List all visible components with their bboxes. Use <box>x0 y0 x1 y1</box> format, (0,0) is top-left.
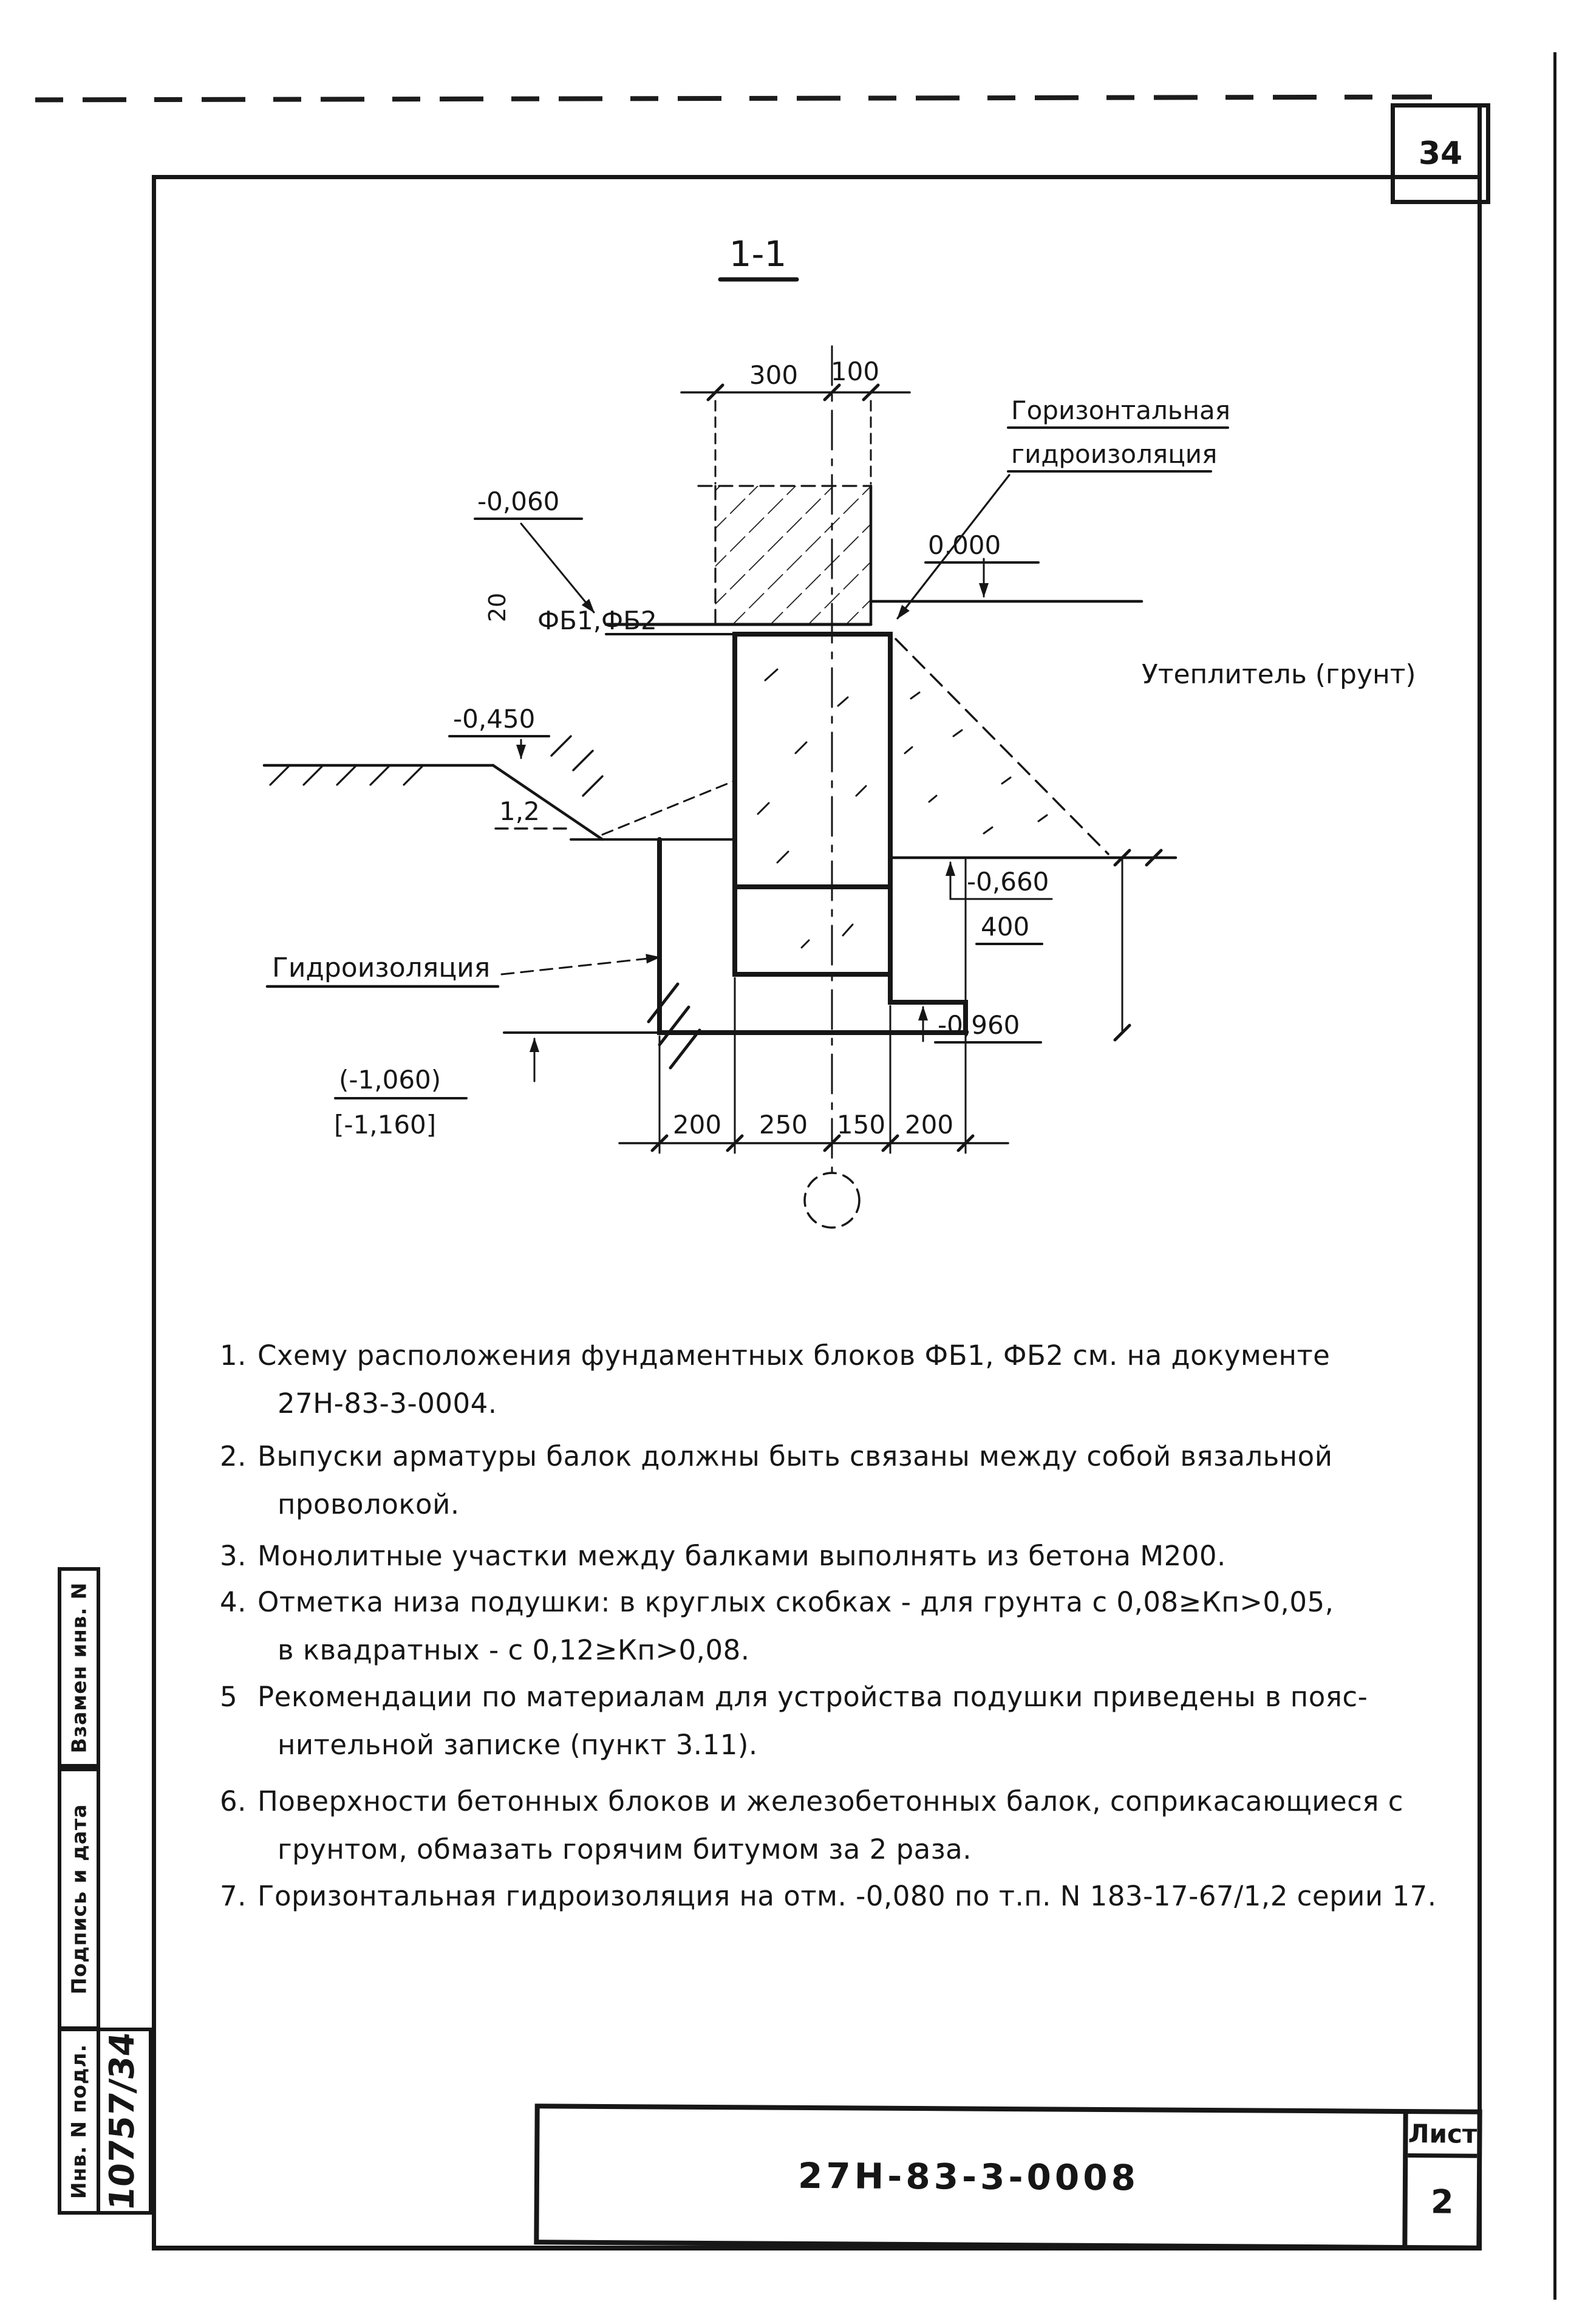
dim-layer-20: 20 <box>484 592 511 623</box>
note-2 <box>220 1432 1544 1528</box>
elevation-m450-label: -0,450 <box>453 704 536 734</box>
elevation-m960 <box>923 1007 1041 1042</box>
section-diagram <box>231 219 1494 1263</box>
label-insulation: Утеплитель (грунт) <box>1142 659 1416 690</box>
label-horiz-wp-line1: Горизонтальная <box>1011 395 1231 425</box>
note-3-line1: Монолитные участки между балками выполнять из бетона М200. <box>257 1540 1226 1572</box>
note-7-number: 7. <box>220 1880 247 1912</box>
elevation-m060-label: -0,060 <box>477 487 560 516</box>
label-waterproofing: Гидроизоляция <box>272 952 491 983</box>
note-6 <box>220 1777 1544 1873</box>
note-7 <box>220 1872 1544 1920</box>
elevation-m1160-label: [-1,160] <box>334 1110 437 1140</box>
note-2-line2: проволокой. <box>278 1488 460 1520</box>
note-5-line1: Рекомендации по материалам для устройства подушки приведены в пояс- <box>257 1681 1368 1713</box>
elevation-m960-label: -0,960 <box>938 1010 1020 1040</box>
note-1-line2: 27Н-83-3-0004. <box>278 1387 497 1420</box>
note-7-line1: Горизонтальная гидроизоляция на отм. -0,080 по т.п. N 183-17-67/1,2 серии 17. <box>257 1880 1437 1912</box>
note-3-number: 3. <box>220 1540 247 1572</box>
note-1 <box>220 1331 1544 1427</box>
note-5-line2: нительной записке (пункт 3.11). <box>278 1729 758 1761</box>
elevation-m1060-m1160 <box>334 1039 534 1140</box>
label-horiz-wp-line2: гидроизоляция <box>1011 439 1218 469</box>
note-4-line1: Отметка низа подушки: в круглых скобках - для грунта с 0,08≥Кп>0,05, <box>257 1586 1334 1618</box>
note-1-number: 1. <box>220 1339 247 1372</box>
stamp-label-inv: Инв. N подл. <box>67 2043 91 2199</box>
elevation-zero-label: 0.000 <box>928 530 1001 560</box>
note-2-line1: Выпуски арматуры балок должны быть связаны между собой вязальной <box>257 1440 1333 1472</box>
dim-top-300: 300 <box>749 360 799 390</box>
sheet-cell <box>1402 2114 1477 2246</box>
stamp-label-vzamen: Взамен инв. N <box>67 1582 91 1753</box>
wall-block <box>698 486 871 624</box>
dim-depth-400: 400 <box>981 912 1030 942</box>
page-edge-line <box>1553 52 1556 2300</box>
frame-left <box>152 175 156 2250</box>
inventory-number-cell <box>97 2028 152 2215</box>
dim-bottom-200a: 200 <box>672 1110 722 1140</box>
dim-bottom-250: 250 <box>758 1110 808 1140</box>
dim-top <box>681 357 910 484</box>
elevation-m660-label: -0,660 <box>967 867 1049 897</box>
backfill-level <box>890 850 1176 1040</box>
label-foundation-blocks: ФБ1,ФБ2 <box>537 606 657 635</box>
insulation-wedge <box>896 639 1108 854</box>
dim-bottom-200b: 200 <box>904 1110 954 1140</box>
inventory-number: 10757/34 <box>103 2029 143 2213</box>
label-slope: 1,2 <box>499 796 540 826</box>
floor-level <box>871 530 1142 601</box>
note-2-number: 2. <box>220 1440 247 1472</box>
axis-circle <box>805 1173 859 1228</box>
note-6-number: 6. <box>220 1785 247 1817</box>
label-waterproofing-group <box>267 952 700 1068</box>
stamp-cell-vzamen <box>58 1567 100 1768</box>
note-6-line2: грунтом, обмазать горячим битумом за 2 раза. <box>278 1833 972 1865</box>
sheet-cell-header: Лист <box>1408 2114 1477 2158</box>
note-3 <box>220 1532 1544 1580</box>
note-1-line1: Схему расположения фундаментных блоков ФБ1, ФБ2 см. на документе <box>257 1339 1331 1372</box>
document-number: 27Н-83-3-0008 <box>797 2155 1140 2199</box>
foundation-block <box>735 634 890 974</box>
sheet-corner-number: 34 <box>1418 135 1463 172</box>
note-5 <box>220 1673 1544 1769</box>
note-6-line1: Поверхности бетонных блоков и железобетонных балок, соприкасающиеся с <box>257 1785 1404 1817</box>
section-title: 1-1 <box>729 233 787 275</box>
note-5-number: 5 <box>220 1681 238 1713</box>
stamp-label-podpis: Подпись и дата <box>67 1803 91 1994</box>
frame-top <box>152 175 1482 179</box>
elevation-m1060-label: (-1,060) <box>339 1065 441 1095</box>
label-horizontal-waterproofing <box>898 395 1230 618</box>
stamp-cell-podpis <box>58 1768 100 2030</box>
note-4-number: 4. <box>220 1586 247 1618</box>
dim-bottom-150: 150 <box>836 1110 886 1140</box>
section-title-group <box>720 233 797 279</box>
torn-edge-line <box>35 95 1432 103</box>
title-block <box>534 2104 1482 2251</box>
sheet-corner-box <box>1391 103 1490 204</box>
dim-top-100: 100 <box>830 357 880 386</box>
note-4 <box>220 1578 1544 1674</box>
slope-mark <box>496 796 571 829</box>
sheet-cell-value: 2 <box>1430 2182 1454 2221</box>
stamp-cell-inv <box>58 2028 100 2215</box>
note-4-line2: в квадратных - с 0,12≥Кп>0,08. <box>278 1634 750 1666</box>
